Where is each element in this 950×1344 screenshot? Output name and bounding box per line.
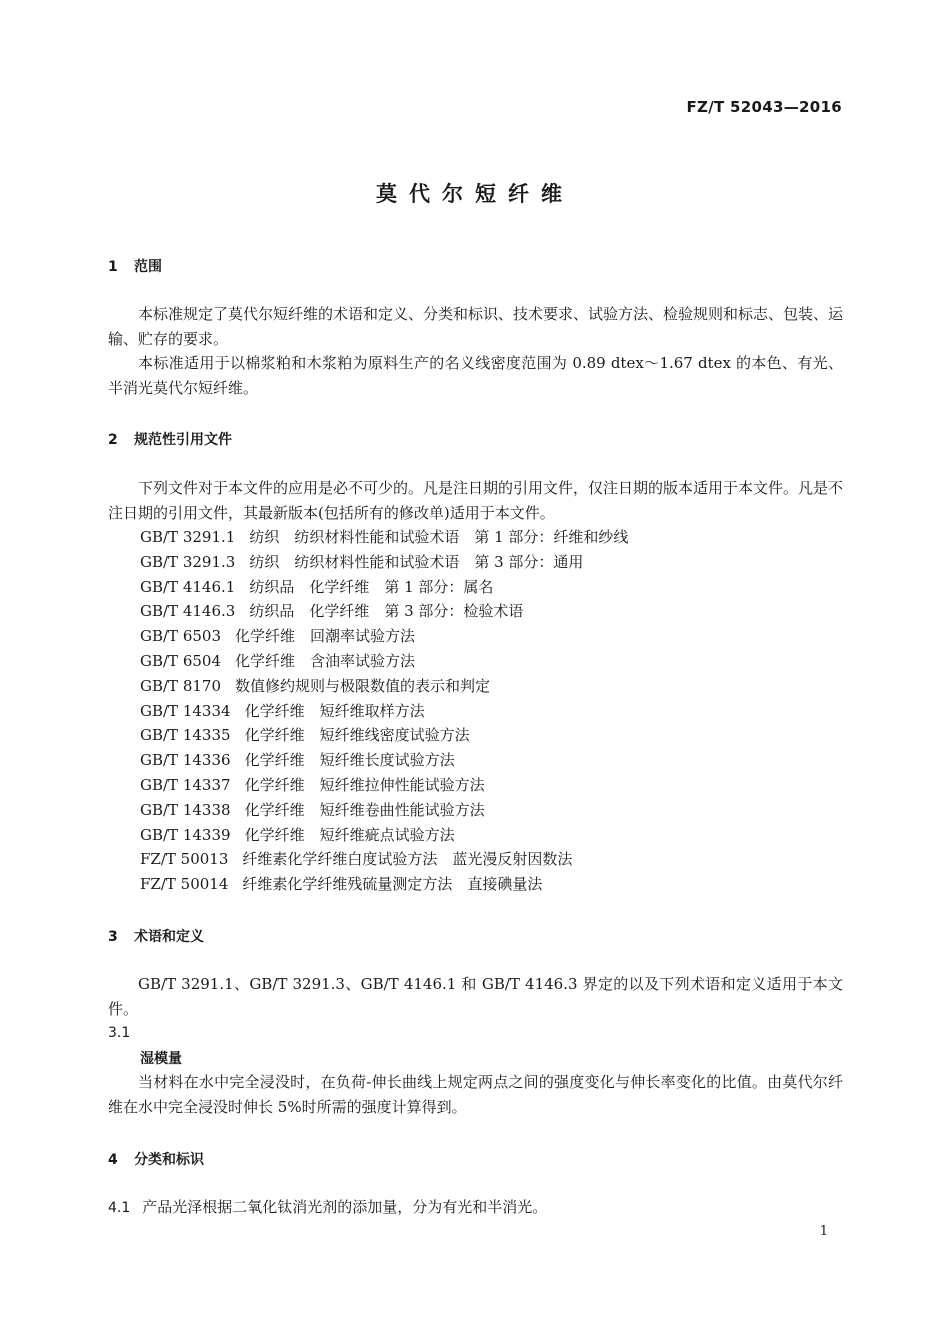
section-title: 范围 <box>134 259 162 275</box>
paragraph: 下列文件对于本文件的应用是必不可少的。凡是注日期的引用文件，仅注日期的版本适用于本文件。凡是不注日期的引用文件，其最新版本(包括所有的修改单)适用于本文件。 <box>108 479 844 522</box>
reference-code: FZ/T 50013 <box>140 850 229 869</box>
reference-title: 化学纤维 短纤维疵点试验方法 <box>244 825 455 844</box>
section-1-body <box>108 302 843 400</box>
reference-code: GB/T 6503 <box>140 627 222 646</box>
document-title: 莫代尔短纤维 <box>376 182 574 206</box>
reference-code: GB/T 14335 <box>140 726 231 745</box>
clause-4-1 <box>108 1196 547 1217</box>
reference-title: 化学纤维 短纤维长度试验方法 <box>244 751 455 770</box>
paragraph: 本标准适用于以棉浆粕和木浆粕为原料生产的名义线密度范围为 0.89 dtex～1.67 dtex 的本色、有光、半消光莫代尔短纤维。 <box>108 354 843 397</box>
reference-code: GB/T 3291.3 <box>140 552 236 571</box>
reference-item <box>140 674 840 699</box>
reference-code: GB/T 14334 <box>140 701 231 720</box>
term-name: 湿模量 <box>140 1051 182 1067</box>
section-number: 4 <box>108 1152 118 1168</box>
reference-item <box>140 699 840 724</box>
reference-code: GB/T 14336 <box>140 751 231 770</box>
section-2-heading <box>108 429 232 449</box>
section-1-heading <box>108 256 162 276</box>
reference-item <box>140 624 840 649</box>
reference-item <box>140 525 840 550</box>
reference-title: 纺织品 化学纤维 第 1 部分：属名 <box>249 577 494 596</box>
reference-code: GB/T 6504 <box>140 651 222 670</box>
reference-title: 化学纤维 短纤维取样方法 <box>244 701 425 720</box>
reference-code: GB/T 14337 <box>140 775 231 794</box>
section-title: 术语和定义 <box>134 929 204 945</box>
reference-title: 纤维素化学纤维白度试验方法 蓝光漫反射因数法 <box>242 850 573 869</box>
reference-code: FZ/T 50014 <box>140 875 229 894</box>
paragraph: 本标准规定了莫代尔短纤维的术语和定义、分类和标识、技术要求、试验方法、检验规则和标志、包装、运输、贮存的要求。 <box>108 305 844 348</box>
clause-text: 产品光泽根据二氧化钛消光剂的添加量，分为有光和半消光。 <box>142 1198 548 1216</box>
page-number: 1 <box>819 1224 828 1239</box>
reference-title: 纺织 纺织材料性能和试验术语 第 3 部分：通用 <box>249 552 584 571</box>
reference-item <box>140 773 840 798</box>
reference-title: 纤维素化学纤维残硫量测定方法 直接碘量法 <box>242 875 543 894</box>
reference-list <box>140 525 840 897</box>
reference-title: 纺织 纺织材料性能和试验术语 第 1 部分：纤维和纱线 <box>249 528 629 546</box>
term-number: 3.1 <box>108 1025 131 1041</box>
reference-title: 纺织品 化学纤维 第 3 部分：检验术语 <box>249 602 524 621</box>
reference-code: GB/T 4146.1 <box>140 577 236 596</box>
section-title: 规范性引用文件 <box>134 432 232 448</box>
reference-item <box>140 798 840 823</box>
reference-item <box>140 649 840 674</box>
reference-title: 化学纤维 短纤维拉伸性能试验方法 <box>244 775 485 794</box>
reference-item <box>140 575 840 600</box>
section-title: 分类和标识 <box>134 1152 204 1168</box>
reference-item <box>140 550 840 575</box>
section-number: 3 <box>108 929 118 945</box>
reference-item <box>140 872 840 897</box>
paragraph: GB/T 3291.1、GB/T 3291.3、GB/T 4146.1 和 GB/T 4146.3 界定的以及下列术语和定义适用于本文件。 <box>108 975 843 1018</box>
reference-title: 数值修约规则与极限数值的表示和判定 <box>235 676 491 695</box>
reference-code: GB/T 8170 <box>140 676 222 695</box>
reference-item <box>140 847 840 872</box>
clause-number: 4.1 <box>108 1200 131 1216</box>
section-number: 1 <box>108 259 118 275</box>
section-4-heading <box>108 1149 204 1169</box>
section-2-intro <box>108 476 843 525</box>
reference-title: 化学纤维 含油率试验方法 <box>235 651 416 670</box>
reference-item <box>140 723 840 748</box>
paragraph: 当材料在水中完全浸没时，在负荷-伸长曲线上规定两点之间的强度变化与伸长率变化的比值。由莫代尔纤维在水中完全浸没时伸长 5%时所需的强度计算得到。 <box>108 1073 843 1116</box>
section-number: 2 <box>108 432 118 448</box>
term-definition <box>108 1070 843 1119</box>
section-3-intro <box>108 972 843 1021</box>
reference-code: GB/T 14338 <box>140 800 231 819</box>
reference-title: 化学纤维 短纤维线密度试验方法 <box>244 726 470 745</box>
reference-code: GB/T 4146.3 <box>140 602 236 621</box>
reference-code: GB/T 3291.1 <box>140 528 236 546</box>
reference-code: GB/T 14339 <box>140 825 231 844</box>
reference-title: 化学纤维 回潮率试验方法 <box>235 627 416 646</box>
reference-title: 化学纤维 短纤维卷曲性能试验方法 <box>244 800 485 819</box>
reference-item <box>140 748 840 773</box>
reference-item <box>140 823 840 848</box>
reference-item <box>140 599 840 624</box>
section-3-heading <box>108 926 204 946</box>
standard-code: FZ/T 52043—2016 <box>686 98 842 116</box>
